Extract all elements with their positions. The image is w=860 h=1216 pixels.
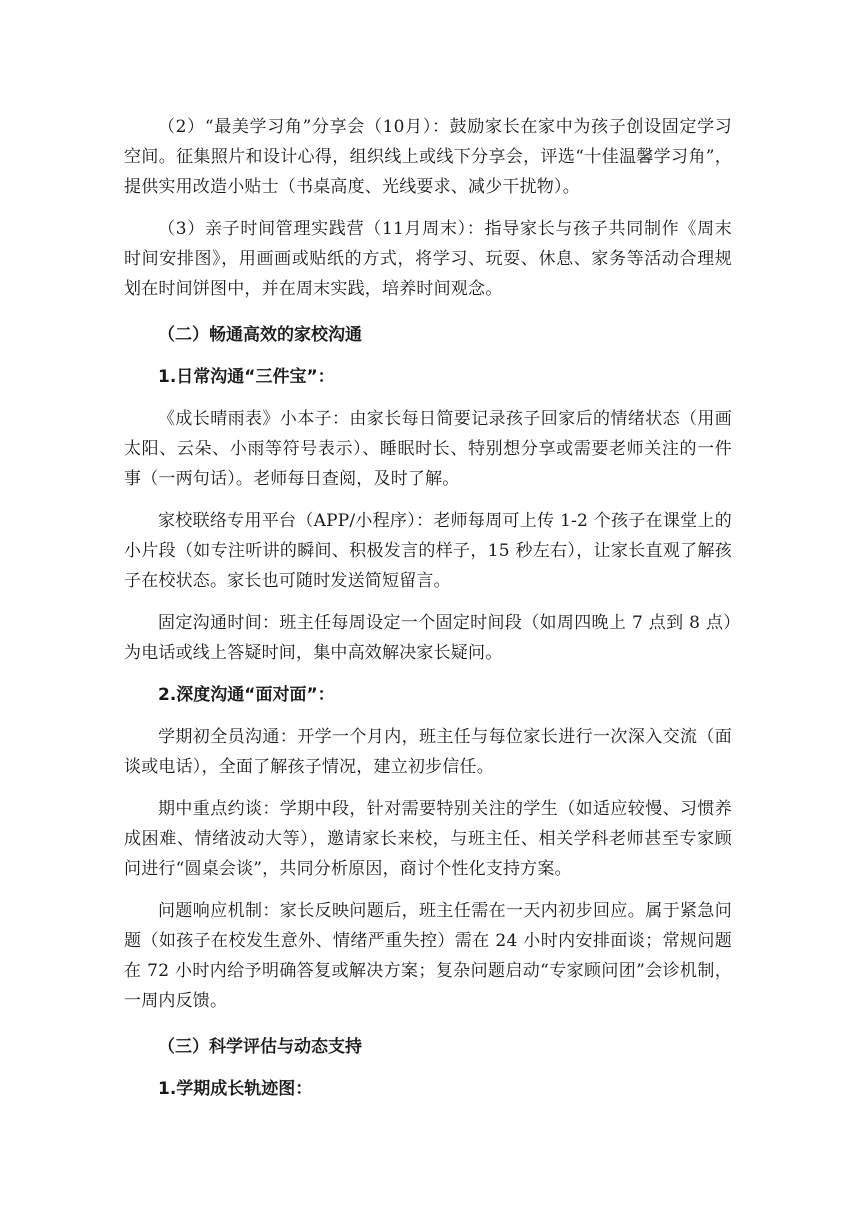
- paragraph-learning-corner: （2）“最美学习角”分享会（10月）：鼓励家长在家中为孩子创设固定学习空间。征集照片和设计心得，组织线上或线下分享会，评选“十佳温馨学习角”，提供实用改造小贴士（书桌高度、光线要求、减少干扰物）。: [124, 117, 732, 197]
- paragraph-time-management: （3）亲子时间管理实践营（11月周末）：指导家长与孩子共同制作《周末时间安排图》，用画画或贴纸的方式，将学习、玩耍、休息、家务等活动合理规划在时间饼图中，并在周末实践，培养时间观念。: [124, 219, 732, 299]
- paragraph-midterm-meeting: 期中重点约谈：学期中段，针对需要特别关注的学生（如适应较慢、习惯养成困难、情绪波动大等），邀请家长来校，与班主任、相关学科老师甚至专家顾问进行“圆桌会谈”，共同分析原因，商讨个性化支持方案。: [124, 799, 732, 879]
- paragraph-fixed-time: 固定沟通时间：班主任每周设定一个固定时间段（如周四晚上 7 点到 8 点）为电话或线上答疑时间，集中高效解决家长疑问。: [124, 613, 732, 663]
- paragraph-growth-barometer: 《成长晴雨表》小本子：由家长每日简要记录孩子回家后的情绪状态（用画太阳、云朵、小雨等符号表示）、睡眠时长、特别想分享或需要老师关注的一件事（一两句话）。老师每日查阅，及时了解。: [124, 409, 732, 489]
- section-heading-evaluation: （三）科学评估与动态支持: [158, 1037, 362, 1057]
- paragraph-term-start: 学期初全员沟通：开学一个月内，班主任与每位家长进行一次深入交流（面谈或电话），全面了解孩子情况，建立初步信任。: [124, 727, 732, 777]
- paragraph-contact-platform: 家校联络专用平台（APP/小程序）：老师每周可上传 1-2 个孩子在课堂上的小片段（如专注听讲的瞬间、积极发言的样子，15 秒左右），让家长直观了解孩子在校状态。家长也可随时发送简短留言。: [124, 511, 732, 591]
- paragraph-response-mechanism: 问题响应机制：家长反映问题后，班主任需在一天内初步回应。属于紧急问题（如孩子在校发生意外、情绪严重失控）需在 24 小时内安排面谈；常规问题在 72 小时内给予明确答复或解决方案；复杂问题启动“专家顾问团”会诊机制，一周内反馈。: [124, 901, 732, 1011]
- section-heading-communication: （二）畅通高效的家校沟通: [158, 325, 362, 345]
- subheading-deep-communication: 2.深度沟通“面对面”：: [158, 685, 335, 705]
- subheading-daily-communication: 1.日常沟通“三件宝”：: [158, 367, 335, 387]
- subheading-growth-track: 1.学期成长轨迹图：: [158, 1079, 313, 1099]
